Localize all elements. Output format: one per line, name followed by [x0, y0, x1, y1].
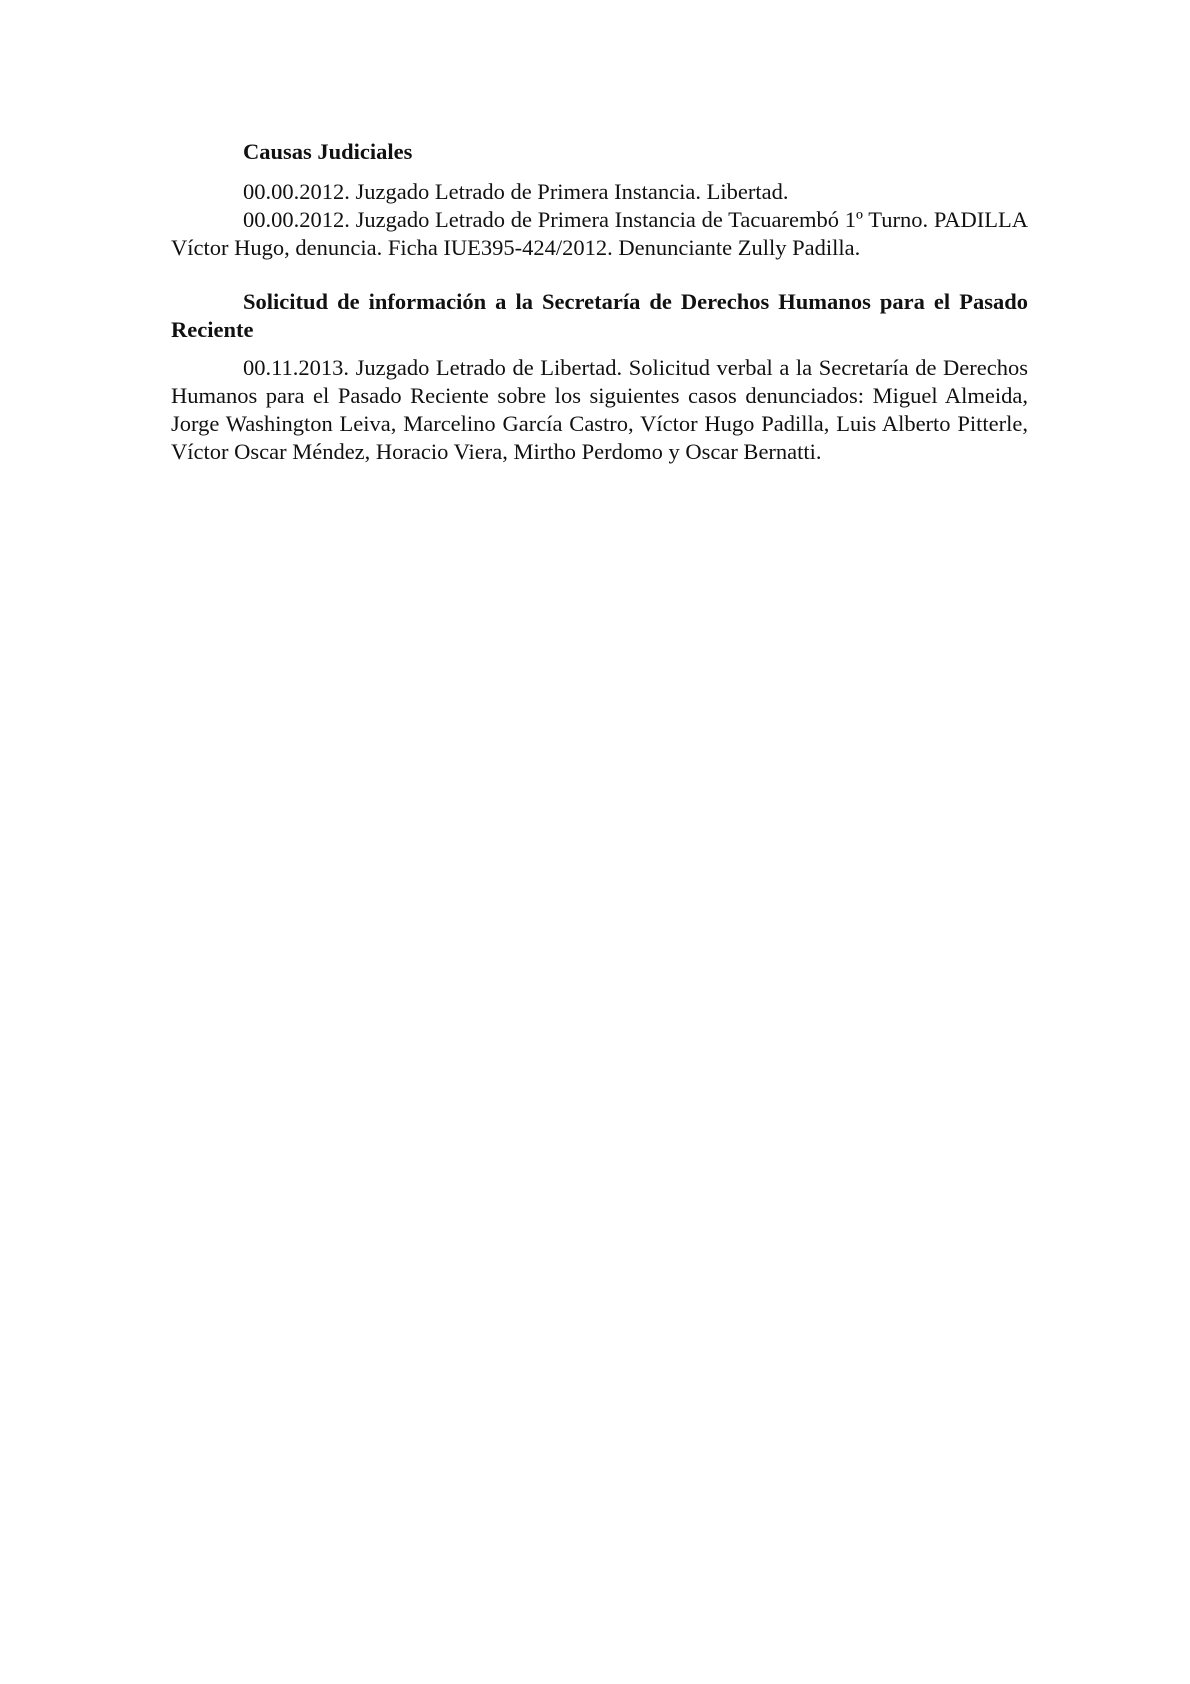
section-solicitud-informacion	[171, 288, 1028, 466]
section-causas-judiciales	[171, 138, 1028, 262]
section-heading: Solicitud de información a la Secretaría de Derechos Humanos para el Pasado Reciente	[171, 289, 1028, 342]
document-page	[171, 138, 1028, 466]
section-heading: Causas Judiciales	[243, 139, 413, 164]
case-entry: 00.00.2012. Juzgado Letrado de Primera Instancia. Libertad.	[243, 179, 789, 204]
request-entry: 00.11.2013. Juzgado Letrado de Libertad. Solicitud verbal a la Secretaría de Derechos Humanos para el Pasado Reciente sobre los siguientes casos denunciados: Miguel Almeida, Jorge Washington Leiva, Marcelino García Castro, Víctor Hugo Padilla, Luis Alberto Pitterle, Víctor Oscar Méndez, Horacio Viera, Mirtho Perdomo y Oscar Bernatti.	[171, 355, 1028, 464]
case-entry: 00.00.2012. Juzgado Letrado de Primera Instancia de Tacuarembó 1º Turno. PADILLA Víctor Hugo, denuncia. Ficha IUE395-424/2012. Denunciante Zully Padilla.	[171, 207, 1028, 260]
